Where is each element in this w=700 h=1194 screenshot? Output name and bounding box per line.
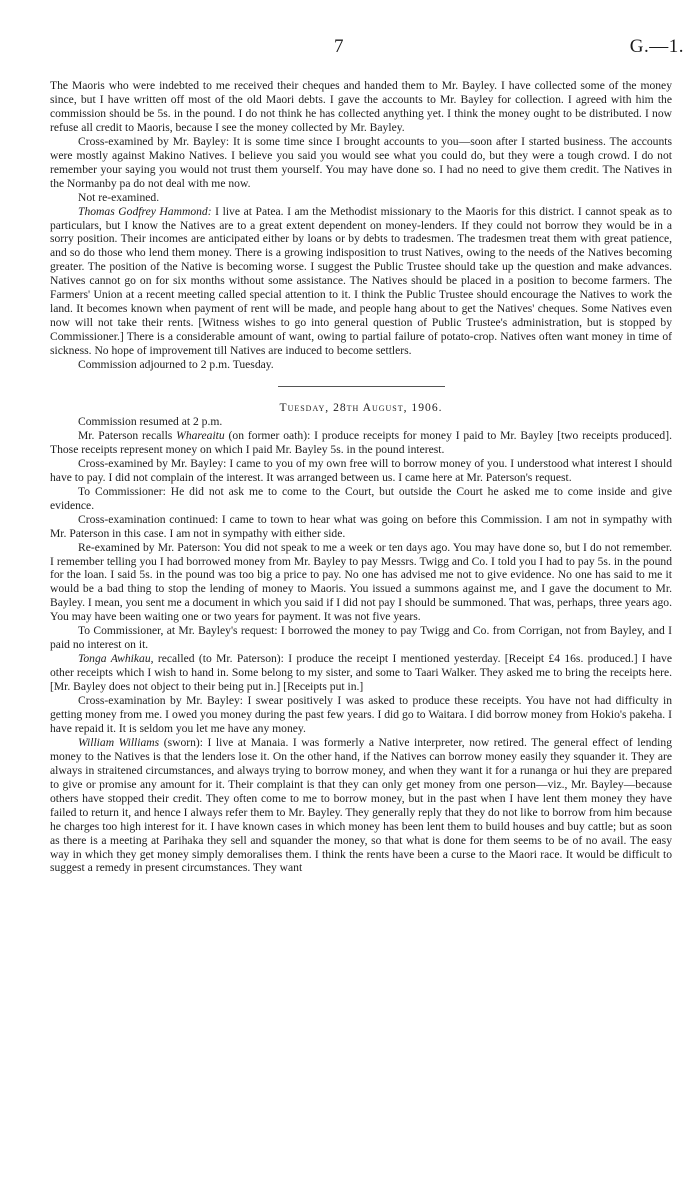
witness-name: Thomas Godfrey Hammond:	[78, 204, 212, 218]
paragraph-text: Commission resumed at 2 p.m.	[78, 414, 223, 428]
witness-name: Tonga Awhikau,	[78, 652, 154, 666]
section-before-adjournment	[50, 79, 672, 372]
paragraph-text: Cross-examined by Mr. Bayley: I came to you of my own free will to borrow money of you. I understood what interest I should have to pay. I did not complain of the interest. It was arranged between us. I came here at Mr. Paterson's request.	[50, 456, 672, 484]
paragraph-text: The Maoris who were indebted to me received their cheques and handed them to Mr. Bayley. I have collected some of the money since, but I have written off most of the old Maori debts. I gave the accounts to Mr. Bayley for collection. I agreed with him the commission should be 5s. in the pound. I do not think he has collected anything yet. I think the money ought to be distributed. I now refuse all credit to Maoris, because I see the money collected by Mr. Bayley.	[50, 79, 672, 134]
paragraph	[50, 457, 672, 485]
section-tuesday	[50, 415, 672, 875]
paragraph-text: Cross-examination continued: I came to town to hear what was going on before this Commission. I am not in sympathy with Mr. Paterson in this case. I am not in sympathy with either side.	[50, 512, 672, 540]
paragraph	[50, 135, 672, 191]
paragraph	[50, 429, 672, 457]
paragraph	[50, 485, 672, 513]
paragraph-text: Cross-examination by Mr. Bayley: I swear positively I was asked to produce these receipts. You have not had difficulty in getting money from me. I owed you money during the past few years. I did go to Waitara. I did borrow money from Hokio's pakeha. I have repaid it. It is seldom you let me have any money.	[50, 694, 672, 735]
paragraph-text: I live at Patea. I am the Methodist missionary to the Maoris for this district. I cannot speak as to particulars, but I know the Natives are to a great extent dependent on money-lenders. If they could not borrow they would be in a sorry position. Their incomes are anticipated either by loans or by debts to tradesmen. The tradesmen treat them with great patience, and so do those who lend them money. There is a growing indisposition to trust Natives, owing to the needs of the Natives becoming greater. The position of the Native is becoming worse. I suggest the Public Trustee should take up the question and make advances. Natives cannot go on for six months without some assistance. The Natives should be placed in a position to become farmers. The Farmers' Union at a recent meeting called special attention to it. I think the Public Trustee should encourage the Natives to work the land. It becomes known when payment of rent will be made, and people hang about to get the Natives' cheques. Some Natives even now will not take their rents. [Witness wishes to go into general question of Public Trustee's administration, but is stopped by Commissioner.] There is a considerable amount of want, owing to partial failure of potato-crop. Natives often want money in time of sickness. No hope of improvement till Natives are induced to become settlers.	[50, 204, 672, 358]
body-text	[50, 79, 672, 875]
paragraph	[50, 541, 672, 625]
paragraph-text: recalled (to Mr. Paterson): I produce the receipt I mentioned yesterday. [Receipt £4 16s. produced.] I have other receipts which I wish to hand in. Some belong to my sister, and some to Taari Walker. They asked me to bring the receipts here. [Mr. Bayley does not object to their being put in.] [Receipts put in.]	[50, 652, 672, 694]
paragraph	[50, 205, 672, 358]
paragraph	[50, 79, 672, 135]
section-divider	[278, 386, 445, 387]
paragraph-text: Commission adjourned to 2 p.m. Tuesday.	[78, 358, 274, 372]
paragraph-text: Re-examined by Mr. Paterson: You did not speak to me a week or ten days ago. You may have done so, but I do not remember. I remember telling you I had borrowed money from Mr. Bayley to pay Messrs. Twigg and Co. I told you I had to pay 5s. in the pound for the loan. I said 5s. in the pound was too big a price to pay. No one has advised me not to give evidence. No one has said to me it would be a bad thing to stop the lending of money to Maoris. You issued a summons against me, and I gave the document to Mr. Bayley. I mean, you sent me a document in which you said if I did not pay I should be summoned. That was, perhaps, three years ago. You may have been waiting one or two years for payment. It was not five years.	[50, 540, 672, 624]
paragraph	[50, 191, 672, 205]
witness-name: William Williams	[78, 735, 160, 749]
paragraph	[50, 694, 672, 736]
page-number: 7	[334, 36, 344, 57]
paragraph-text: Not re-examined.	[78, 190, 160, 204]
date-heading: Tuesday, 28th August, 1906.	[279, 401, 443, 415]
paragraph	[50, 513, 672, 541]
paragraph	[50, 415, 672, 429]
paragraph-text: To Commissioner, at Mr. Bayley's request: I borrowed the money to pay Twigg and Co. from Corrigan, not from Bayley, and I paid no interest on it.	[50, 624, 672, 652]
paragraph	[50, 624, 672, 652]
paragraph	[50, 358, 672, 372]
paragraph-text: (on former oath): I produce receipts for money I paid to Mr. Bayley [two receipts produced]. Those receipts represent money on which I paid Mr. Bayley 5s. in the pound interest.	[50, 428, 672, 456]
paragraph-prefix: Mr. Paterson recalls	[78, 428, 177, 442]
paragraph	[50, 736, 672, 876]
paragraph-text: Cross-examined by Mr. Bayley: It is some time since I brought accounts to you—soon after I started business. The accounts were mostly against Makino Natives. I believe you said you would see what you could do, but they were a tough crowd. I do not remember your saying you would not trust them yourself. You may have done so. I had no need to give them credit. The Natives in the Normanby pa do not deal with me now.	[50, 134, 672, 190]
document-code: G.—1.	[629, 36, 684, 57]
paragraph-text: To Commissioner: He did not ask me to come to the Court, but outside the Court he asked me to come inside and give evidence.	[50, 484, 672, 512]
paragraph	[50, 652, 672, 694]
paragraph-text: (sworn): I live at Manaia. I was formerly a Native interpreter, now retired. The general effect of lending money to the Natives is that the lenders lose it. On the other hand, if the Natives can borrow money easily they squander it. They are always in straitened circumstances, and always trying to borrow money, and when they want it for a runanga or hui they are prepared to give or promise any amount for it. Their complaint is that they can only get money from one person—viz., Mr. Bayley—because others have stopped their credit. They often come to me to borrow money, but in the past when I have lent them money they have failed to return it, and hence I always refer them to Mr. Bayley. They generally reply that they do not like to borrow from him because he charges too high interest for it. I have known cases in which money has been lent them to build houses and buy cattle; but as soon as there is a meeting at Parihaka they sell and squander the money, so that what is done for them seems to be of no avail. The easy way in which they get money simply demoralises them. I think the rents have been a curse to the Maori race. It would be difficult to suggest a remedy in present circumstances. They want	[50, 735, 672, 875]
witness-name: Whareaitu	[176, 428, 225, 442]
